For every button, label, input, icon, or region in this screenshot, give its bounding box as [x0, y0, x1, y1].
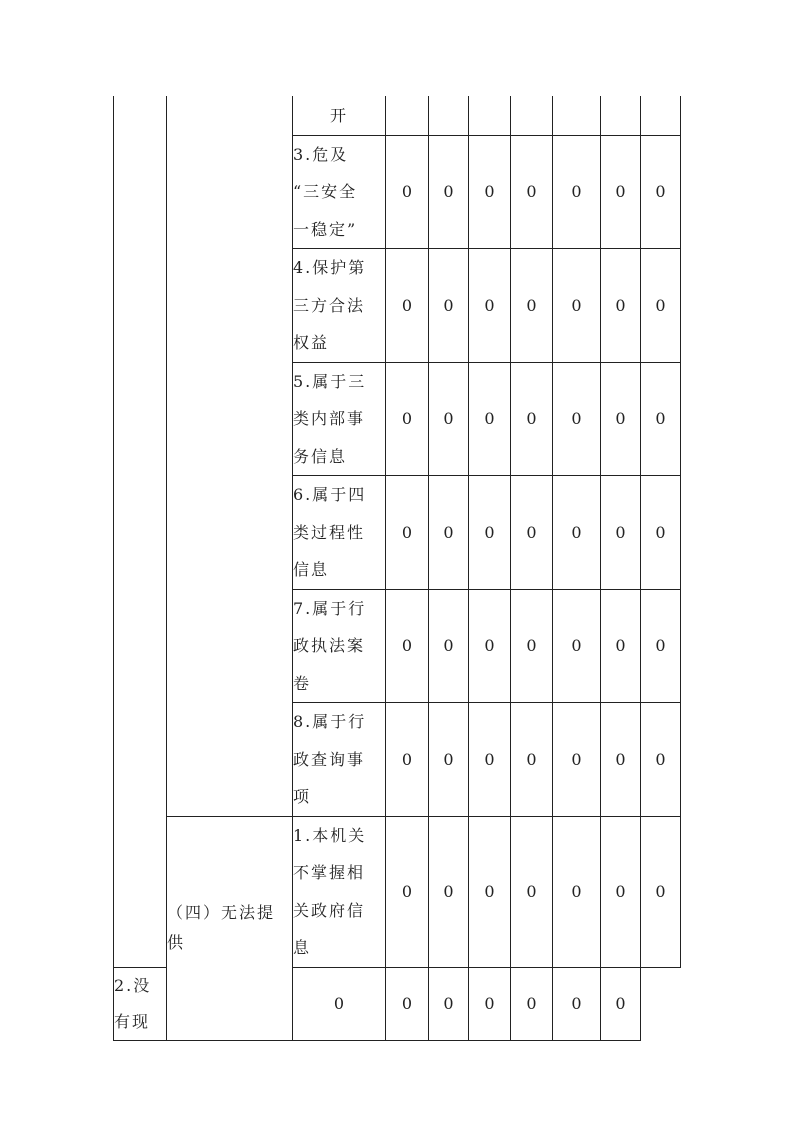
- value-cell: 0: [511, 816, 553, 967]
- category-column-cell: [167, 96, 293, 816]
- value-cell: 0: [641, 476, 681, 590]
- value-cell: 0: [469, 249, 511, 363]
- value-cell: 0: [511, 967, 553, 1040]
- value-cell: 0: [429, 476, 469, 590]
- value-cell: 0: [429, 249, 469, 363]
- category-label: （四）无法提供: [167, 816, 293, 1040]
- value-cell: 0: [386, 135, 429, 249]
- value-cell: 0: [511, 249, 553, 363]
- value-cell: [641, 96, 681, 135]
- value-cell: 0: [553, 967, 601, 1040]
- value-cell: 0: [469, 135, 511, 249]
- value-cell: 0: [641, 589, 681, 703]
- statistics-table: [113, 96, 681, 1041]
- table-row: [114, 96, 681, 135]
- value-cell: 0: [386, 589, 429, 703]
- value-cell: 0: [429, 703, 469, 817]
- value-cell: 0: [511, 703, 553, 817]
- value-cell: 0: [386, 362, 429, 476]
- value-cell: [429, 96, 469, 135]
- value-cell: 0: [511, 589, 553, 703]
- value-cell: 0: [601, 703, 641, 817]
- value-cell: 0: [511, 476, 553, 590]
- item-label: 2.没有现: [114, 967, 167, 1040]
- item-label: 4.保护第 三方合法 权益: [293, 249, 386, 363]
- value-cell: 0: [469, 476, 511, 590]
- value-cell: 0: [553, 362, 601, 476]
- value-cell: 0: [641, 703, 681, 817]
- value-cell: 0: [429, 589, 469, 703]
- value-cell: 0: [601, 967, 641, 1040]
- value-cell: 0: [601, 249, 641, 363]
- value-cell: 0: [429, 816, 469, 967]
- section-column-cell: [114, 96, 167, 967]
- value-cell: 0: [553, 135, 601, 249]
- value-cell: 0: [553, 476, 601, 590]
- value-cell: 0: [469, 967, 511, 1040]
- value-cell: 0: [601, 816, 641, 967]
- value-cell: 0: [469, 816, 511, 967]
- value-cell: 0: [553, 589, 601, 703]
- value-cell: 0: [386, 249, 429, 363]
- value-cell: 0: [601, 476, 641, 590]
- value-cell: 0: [641, 135, 681, 249]
- value-cell: 0: [601, 589, 641, 703]
- value-cell: 0: [469, 362, 511, 476]
- value-cell: 0: [386, 967, 429, 1040]
- item-label: 7.属于行 政执法案 卷: [293, 589, 386, 703]
- table-row: [114, 816, 681, 967]
- value-cell: 0: [601, 362, 641, 476]
- value-cell: 0: [641, 249, 681, 363]
- value-cell: 0: [469, 703, 511, 817]
- item-label: 1.本机关 不掌握相 关政府信 息: [293, 816, 386, 967]
- value-cell: [469, 96, 511, 135]
- value-cell: 0: [553, 249, 601, 363]
- value-cell: 0: [601, 135, 641, 249]
- value-cell: [511, 96, 553, 135]
- value-cell: [601, 96, 641, 135]
- value-cell: 0: [553, 816, 601, 967]
- item-label: 8.属于行 政查询事 项: [293, 703, 386, 817]
- value-cell: [553, 96, 601, 135]
- value-cell: [386, 96, 429, 135]
- item-label: 5.属于三 类内部事 务信息: [293, 362, 386, 476]
- value-cell: 0: [641, 362, 681, 476]
- value-cell: 0: [553, 703, 601, 817]
- value-cell: 0: [429, 135, 469, 249]
- value-cell: 0: [429, 362, 469, 476]
- value-cell: 0: [293, 967, 386, 1040]
- value-cell: 0: [511, 135, 553, 249]
- value-cell: 0: [386, 816, 429, 967]
- value-cell: 0: [386, 476, 429, 590]
- item-label: 6.属于四 类过程性 信息: [293, 476, 386, 590]
- value-cell: 0: [469, 589, 511, 703]
- value-cell: 0: [641, 816, 681, 967]
- value-cell: 0: [429, 967, 469, 1040]
- value-cell: 0: [386, 703, 429, 817]
- item-label: 开: [293, 96, 386, 135]
- value-cell: 0: [511, 362, 553, 476]
- item-label: 3.危及 “三安全 一稳定”: [293, 135, 386, 249]
